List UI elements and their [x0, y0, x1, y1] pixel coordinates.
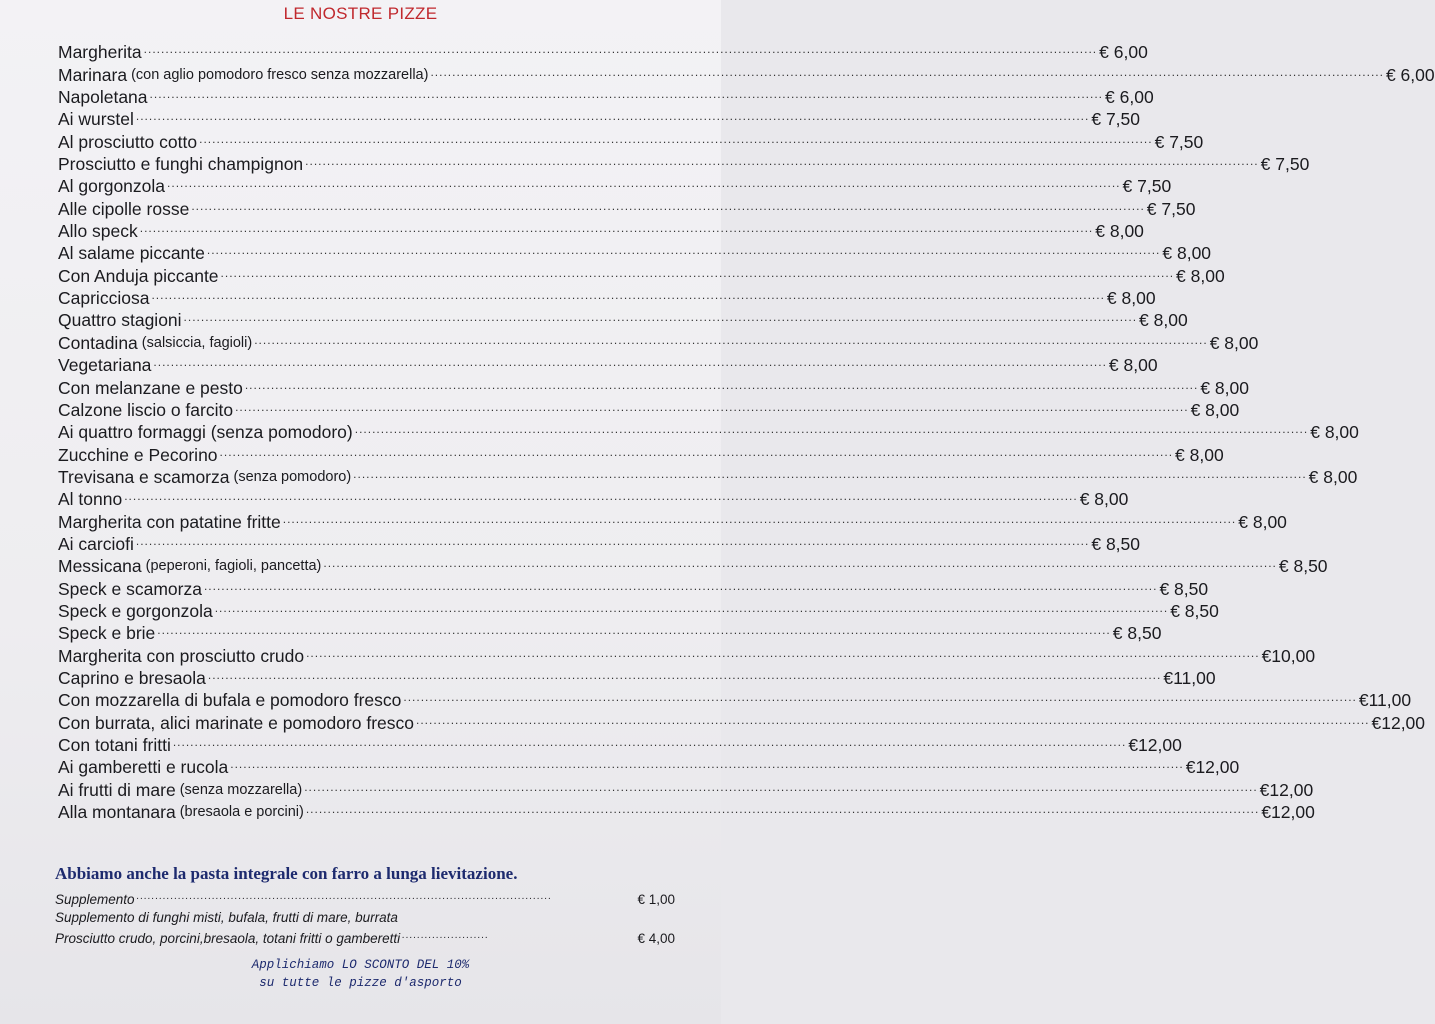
pizza-price: €12,00	[1261, 802, 1315, 823]
pizza-name: Zucchine e Pecorino	[58, 444, 218, 465]
pizza-name: Al prosciutto cotto	[58, 131, 198, 152]
pizza-price: € 8,50	[1170, 600, 1219, 621]
leader-dots: ............................................................................................................................................................................................................................	[143, 42, 1098, 57]
menu-item	[58, 733, 1182, 755]
menu-item	[58, 241, 1212, 264]
pizza-note: (senza mozzarella)	[179, 781, 303, 798]
leader-dots: ............................................................................................................................................................................................................................	[306, 645, 1260, 660]
menu-item	[58, 688, 1412, 711]
leader-dots: ............................................................................................................................................................................................................................	[199, 131, 1153, 146]
supplement-price: € 1,00	[637, 892, 675, 907]
menu-item	[58, 196, 1196, 219]
pizza-name: Margherita	[58, 42, 142, 63]
menu-item	[58, 621, 1162, 644]
leader-dots: ............................................................................................................................................................................................................................	[135, 109, 1090, 124]
pizza-name: Al tonno	[58, 489, 123, 510]
menu-item	[58, 353, 1158, 376]
pizza-price: € 7,50	[1122, 176, 1172, 197]
menu-item	[58, 129, 1204, 152]
pizza-price: € 8,00	[1079, 489, 1129, 510]
pizza-price: € 8,00	[1106, 288, 1156, 309]
pizza-price: € 8,00	[1095, 221, 1144, 242]
discount-line: Applichiamo LO SCONTO DEL 10%	[251, 958, 470, 972]
menu-item	[58, 599, 1219, 621]
pizza-note: (senza pomodoro)	[233, 468, 352, 485]
pizza-price: €10,00	[1261, 645, 1316, 666]
pizza-price: € 8,00	[1176, 265, 1225, 286]
leader-dots: ............................................................................................................................................................................................................................	[172, 735, 1127, 749]
pizza-price: € 8,00	[1190, 399, 1240, 420]
pizza-name: Ai quattro formaggi (senza pomodoro)	[58, 422, 353, 443]
menu-item	[58, 710, 1426, 733]
pizza-name: Trevisana e scamorza	[58, 466, 230, 487]
pizza-name: Allo speck	[58, 221, 138, 242]
pizza-price: € 8,00	[1200, 377, 1249, 398]
leader-dots: ..............................................................................................................	[136, 891, 553, 902]
menu-item	[58, 40, 1148, 63]
pizza-name: Caprino e bresaola	[58, 667, 206, 688]
pizza-name: Marinara	[58, 64, 128, 85]
menu-item	[58, 263, 1225, 286]
pizza-name: Con melanzane e pesto	[58, 377, 243, 398]
pizza-price: € 8,50	[1091, 533, 1140, 554]
supplement-row	[55, 927, 685, 948]
leader-dots: ............................................................................................................................................................................................................................	[157, 623, 1111, 638]
pizza-note: (salsiccia, fagioli)	[141, 334, 253, 351]
pizza-price: €12,00	[1259, 779, 1314, 800]
menu-item	[58, 777, 1314, 800]
pizza-price: € 8,00	[1108, 355, 1158, 376]
leader-dots: ............................................................................................................................................................................................................................	[183, 310, 1138, 325]
menu-item	[58, 800, 1315, 823]
pizza-price: € 7,50	[1260, 154, 1310, 175]
pizza-price: € 7,50	[1091, 109, 1140, 130]
menu-item	[58, 755, 1240, 778]
menu-item	[58, 487, 1129, 510]
leader-dots: ............................................................................................................................................................................................................................	[151, 288, 1105, 303]
leader-dots: .......................	[402, 930, 490, 941]
pizza-price: € 8,50	[1278, 556, 1328, 577]
pizza-name: Con totani fritti	[58, 735, 171, 755]
menu-item	[58, 420, 1359, 443]
leader-dots: ............................................................................................................................................................................................................................	[219, 444, 1174, 459]
leader-dots: ............................................................................................................................................................................................................................	[139, 221, 1094, 236]
menu-item	[58, 442, 1224, 465]
pizza-name: Al salame piccante	[58, 243, 205, 264]
menu-item	[58, 375, 1249, 398]
pizza-price: €12,00	[1128, 735, 1182, 755]
leader-dots: ............................................................................................................................................................................................................................	[167, 176, 1121, 191]
leader-dots: ............................................................................................................................................................................................................................	[354, 422, 1309, 437]
pizza-price: € 7,50	[1154, 131, 1204, 152]
supplement-label: Supplemento	[55, 892, 135, 907]
leader-dots: ............................................................................................................................................................................................................................	[304, 779, 1258, 794]
pizza-name: Con burrata, alici marinate e pomodoro fresco	[58, 712, 415, 733]
menu-item	[58, 152, 1310, 175]
leader-dots: ............................................................................................................................................................................................................................	[191, 198, 1145, 213]
pizza-note: (bresaola e porcini)	[179, 804, 304, 821]
pizza-name: Prosciutto e funghi champignon	[58, 154, 304, 175]
pizza-name: Vegetariana	[58, 355, 152, 376]
menu-item	[58, 576, 1209, 599]
pizza-price: € 8,00	[1209, 332, 1259, 353]
pizza-name: Speck e brie	[58, 623, 156, 644]
whole-wheat-note: Abbiamo anche la pasta integrale con farro a lunga lievitazione.	[55, 864, 518, 883]
leader-dots: ............................................................................................................................................................................................................................	[149, 87, 1104, 102]
menu-item	[58, 465, 1358, 487]
discount-notice	[0, 956, 721, 992]
leader-dots: ............................................................................................................................................................................................................................	[214, 600, 1169, 615]
pizza-price: € 8,00	[1238, 511, 1287, 532]
leader-dots: ............................................................................................................................................................................................................................	[282, 511, 1237, 526]
leader-dots: ............................................................................................................................................................................................................................	[244, 377, 1199, 392]
pizza-name: Alla montanara	[58, 802, 176, 823]
pizza-price: € 8,50	[1112, 623, 1162, 644]
leader-dots: ............................................................................................................................................................................................................................	[153, 355, 1107, 370]
leader-dots: ............................................................................................................................................................................................................................	[235, 399, 1189, 414]
pizza-price: € 6,00	[1105, 87, 1154, 108]
menu-item	[58, 643, 1316, 666]
pizza-name: Capricciosa	[58, 288, 150, 309]
pizza-name: Ai wurstel	[58, 109, 134, 130]
pizza-name: Napoletana	[58, 87, 148, 108]
pizza-price: €12,00	[1371, 712, 1426, 733]
pizza-price: €11,00	[1358, 690, 1412, 711]
discount-line: su tutte le pizze d'asporto	[259, 976, 462, 990]
pizza-name: Con mozzarella di bufala e pomodoro fresco	[58, 690, 402, 711]
leader-dots: ............................................................................................................................................................................................................................	[206, 243, 1161, 258]
pizza-name: Calzone liscio o farcito	[58, 399, 234, 420]
supplement-label: Prosciutto crudo, porcini,bresaola, totani fritti o gamberetti	[55, 931, 401, 946]
pizza-name: Speck e scamorza	[58, 578, 202, 599]
menu-item	[58, 330, 1259, 353]
leader-dots: ............................................................................................................................................................................................................................	[230, 757, 1184, 772]
pizza-price: € 8,50	[1159, 578, 1209, 599]
menu-item	[58, 308, 1188, 331]
pizza-name: Con Anduja piccante	[58, 265, 219, 286]
supplement-row	[55, 888, 685, 909]
page-title: LE NOSTRE PIZZE	[283, 4, 438, 23]
pizza-price: € 8,00	[1308, 466, 1358, 487]
menu-item	[58, 666, 1216, 688]
supplement-row	[55, 909, 685, 927]
leader-dots: ............................................................................................................................................................................................................................	[416, 712, 1370, 727]
pizza-name: Ai gamberetti e rucola	[58, 757, 229, 778]
leader-dots: ............................................................................................................................................................................................................................	[305, 802, 1260, 817]
pizza-list	[58, 40, 1435, 823]
menu-item	[58, 107, 1140, 130]
leader-dots: ............................................................................................................................................................................................................................	[353, 466, 1307, 481]
pizza-price: €12,00	[1185, 757, 1240, 778]
pizza-note: (peperoni, fagioli, pancetta)	[145, 558, 322, 575]
menu-item	[58, 286, 1156, 309]
menu-item	[58, 532, 1140, 554]
leader-dots: ............................................................................................................................................................................................................................	[430, 64, 1384, 79]
leader-dots: ............................................................................................................................................................................................................................	[124, 489, 1078, 504]
pizza-name: Messicana	[58, 556, 142, 577]
leader-dots: ............................................................................................................................................................................................................................	[254, 332, 1208, 347]
pizza-price: € 6,00	[1099, 42, 1148, 63]
pizza-name: Alle cipolle rosse	[58, 198, 190, 219]
leader-dots: ............................................................................................................................................................................................................................	[203, 578, 1158, 593]
pizza-price: € 8,00	[1310, 422, 1359, 443]
pizza-name: Quattro stagioni	[58, 310, 182, 331]
menu-item	[58, 85, 1154, 108]
pizza-price: € 8,00	[1162, 243, 1212, 264]
pizza-name: Margherita con prosciutto crudo	[58, 645, 305, 666]
pizza-name: Speck e gorgonzola	[58, 600, 213, 621]
menu-item	[58, 219, 1144, 242]
leader-dots: ............................................................................................................................................................................................................................	[207, 667, 1162, 682]
pizza-name: Margherita con patatine fritte	[58, 511, 281, 532]
leader-dots: ............................................................................................................................................................................................................................	[323, 556, 1277, 571]
pizza-price: €11,00	[1163, 667, 1216, 688]
leader-dots: ............................................................................................................................................................................................................................	[220, 265, 1175, 280]
pizza-name: Al gorgonzola	[58, 176, 166, 197]
menu-item	[58, 509, 1287, 532]
menu-item	[58, 174, 1172, 197]
pizza-name: Contadina	[58, 332, 138, 353]
pizza-price: € 6,00	[1385, 64, 1435, 85]
leader-dots: ............................................................................................................................................................................................................................	[305, 154, 1259, 169]
pizza-note: (con aglio pomodoro fresco senza mozzarella)	[131, 66, 429, 83]
leader-dots: ............................................................................................................................................................................................................................	[403, 690, 1357, 705]
pizza-name: Ai frutti di mare	[58, 779, 176, 800]
menu-item	[58, 398, 1240, 420]
supplement-price: € 4,00	[637, 931, 675, 946]
menu-item	[58, 554, 1328, 577]
pizza-price: € 8,00	[1139, 310, 1188, 331]
supplement-label: Supplemento di funghi misti, bufala, frutti di mare, burrata	[55, 910, 398, 925]
pizza-price: € 7,50	[1146, 198, 1196, 219]
menu-item	[58, 62, 1435, 85]
extras-section	[55, 864, 685, 948]
leader-dots: ............................................................................................................................................................................................................................	[135, 533, 1090, 548]
pizza-price: € 8,00	[1175, 444, 1224, 465]
pizza-name: Ai carciofi	[58, 533, 134, 554]
